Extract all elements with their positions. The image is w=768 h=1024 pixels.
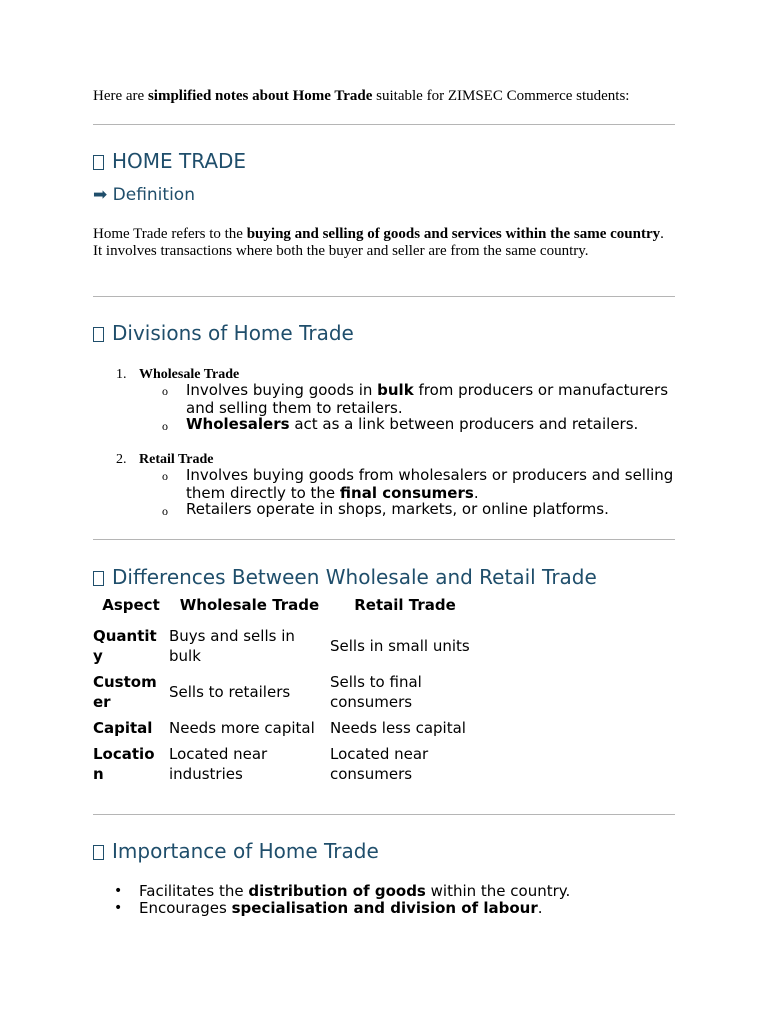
missing-glyph-icon xyxy=(93,327,104,342)
table-cell: Buys and sells in bulk xyxy=(169,627,295,665)
point-text: Involves buying goods from wholesalers or producers and selling them directly to the xyxy=(186,466,674,502)
point-bold: bulk xyxy=(377,381,414,399)
list-item xyxy=(186,382,675,417)
table-row xyxy=(93,669,480,715)
point-bold: final consumers xyxy=(339,483,474,502)
sub-bullet: o xyxy=(162,504,168,518)
bullet: • xyxy=(114,883,123,899)
table-cell: Customer xyxy=(93,673,157,711)
point-text: . xyxy=(473,483,479,502)
table-cell: Needs more capital xyxy=(169,719,315,737)
missing-glyph-icon xyxy=(93,845,104,860)
division-title-wholesale: Wholesale Trade xyxy=(139,367,240,382)
definition-paragraph xyxy=(93,226,675,260)
intro-line xyxy=(93,87,629,106)
table-cell: Capital xyxy=(93,719,153,737)
list-item xyxy=(186,467,675,502)
item-text: . xyxy=(537,899,543,917)
divider xyxy=(93,539,675,540)
definition-line2: It involves transactions where both the buyer and seller are from the same country. xyxy=(93,243,589,259)
intro-suffix: suitable for ZIMSEC Commerce students: xyxy=(372,88,630,104)
definition-suffix: . xyxy=(660,226,664,242)
intro-prefix: Here are xyxy=(93,88,148,104)
table-cell: Sells to final consumers xyxy=(330,673,422,711)
table-row xyxy=(93,623,480,669)
missing-glyph-icon xyxy=(93,571,104,586)
home-trade-title: HOME TRADE xyxy=(112,149,247,173)
differences-heading xyxy=(93,565,597,589)
item-text: Encourages xyxy=(139,899,232,917)
item-text: Facilitates the xyxy=(139,882,249,900)
table-header-row xyxy=(93,593,480,623)
importance-title: Importance of Home Trade xyxy=(112,839,379,863)
importance-text xyxy=(139,883,570,900)
divider xyxy=(93,124,675,125)
divisions-heading xyxy=(93,321,354,345)
item-text: within the country. xyxy=(425,882,571,900)
sub-bullet: o xyxy=(162,419,168,433)
table-cell: Located near industries xyxy=(169,745,268,783)
table-cell: Needs less capital xyxy=(330,719,466,737)
table-row xyxy=(93,741,480,787)
item-bold: specialisation and division of labour xyxy=(231,899,538,917)
intro-bold: simplified notes about Home Trade xyxy=(147,88,373,104)
division-title-retail: Retail Trade xyxy=(139,452,214,467)
point-text: Retailers operate in shops, markets, or online platforms. xyxy=(186,500,609,518)
point-bold: Wholesalers xyxy=(186,415,290,433)
point-text: Involves buying goods in xyxy=(186,381,378,399)
table-cell: Location xyxy=(93,745,155,783)
sub-bullet: o xyxy=(162,469,168,483)
column-header: Retail Trade xyxy=(354,596,456,614)
definition-bold: buying and selling of goods and services within the same country xyxy=(246,226,661,242)
column-header: Aspect xyxy=(102,596,160,614)
point-text: from producers or manufacturers and selling them to retailers. xyxy=(186,381,669,417)
list-item xyxy=(186,501,675,519)
table-cell: Quantity xyxy=(93,627,157,665)
missing-glyph-icon xyxy=(93,155,104,170)
column-header: Wholesale Trade xyxy=(179,596,320,614)
item-bold: distribution of goods xyxy=(248,882,426,900)
list-number: 1. xyxy=(116,367,127,382)
definition-prefix: Home Trade refers to the xyxy=(93,226,247,242)
importance-text xyxy=(139,900,543,917)
differences-title: Differences Between Wholesale and Retail Trade xyxy=(112,565,597,589)
divider xyxy=(93,296,675,297)
home-trade-heading xyxy=(93,149,246,173)
bullet: • xyxy=(114,900,123,916)
importance-heading xyxy=(93,839,379,863)
list-number: 2. xyxy=(116,452,127,467)
divisions-title: Divisions of Home Trade xyxy=(112,321,354,345)
sub-bullet: o xyxy=(162,384,168,398)
table-cell: Sells in small units xyxy=(330,637,470,655)
table-cell: Sells to retailers xyxy=(169,683,291,701)
table-cell: Located near consumers xyxy=(330,745,429,783)
divider xyxy=(93,814,675,815)
differences-table xyxy=(93,593,480,787)
point-text: act as a link between producers and retailers. xyxy=(289,415,639,433)
list-item xyxy=(186,416,675,434)
definition-heading: ➡ Definition xyxy=(93,185,195,205)
table-row xyxy=(93,715,480,741)
